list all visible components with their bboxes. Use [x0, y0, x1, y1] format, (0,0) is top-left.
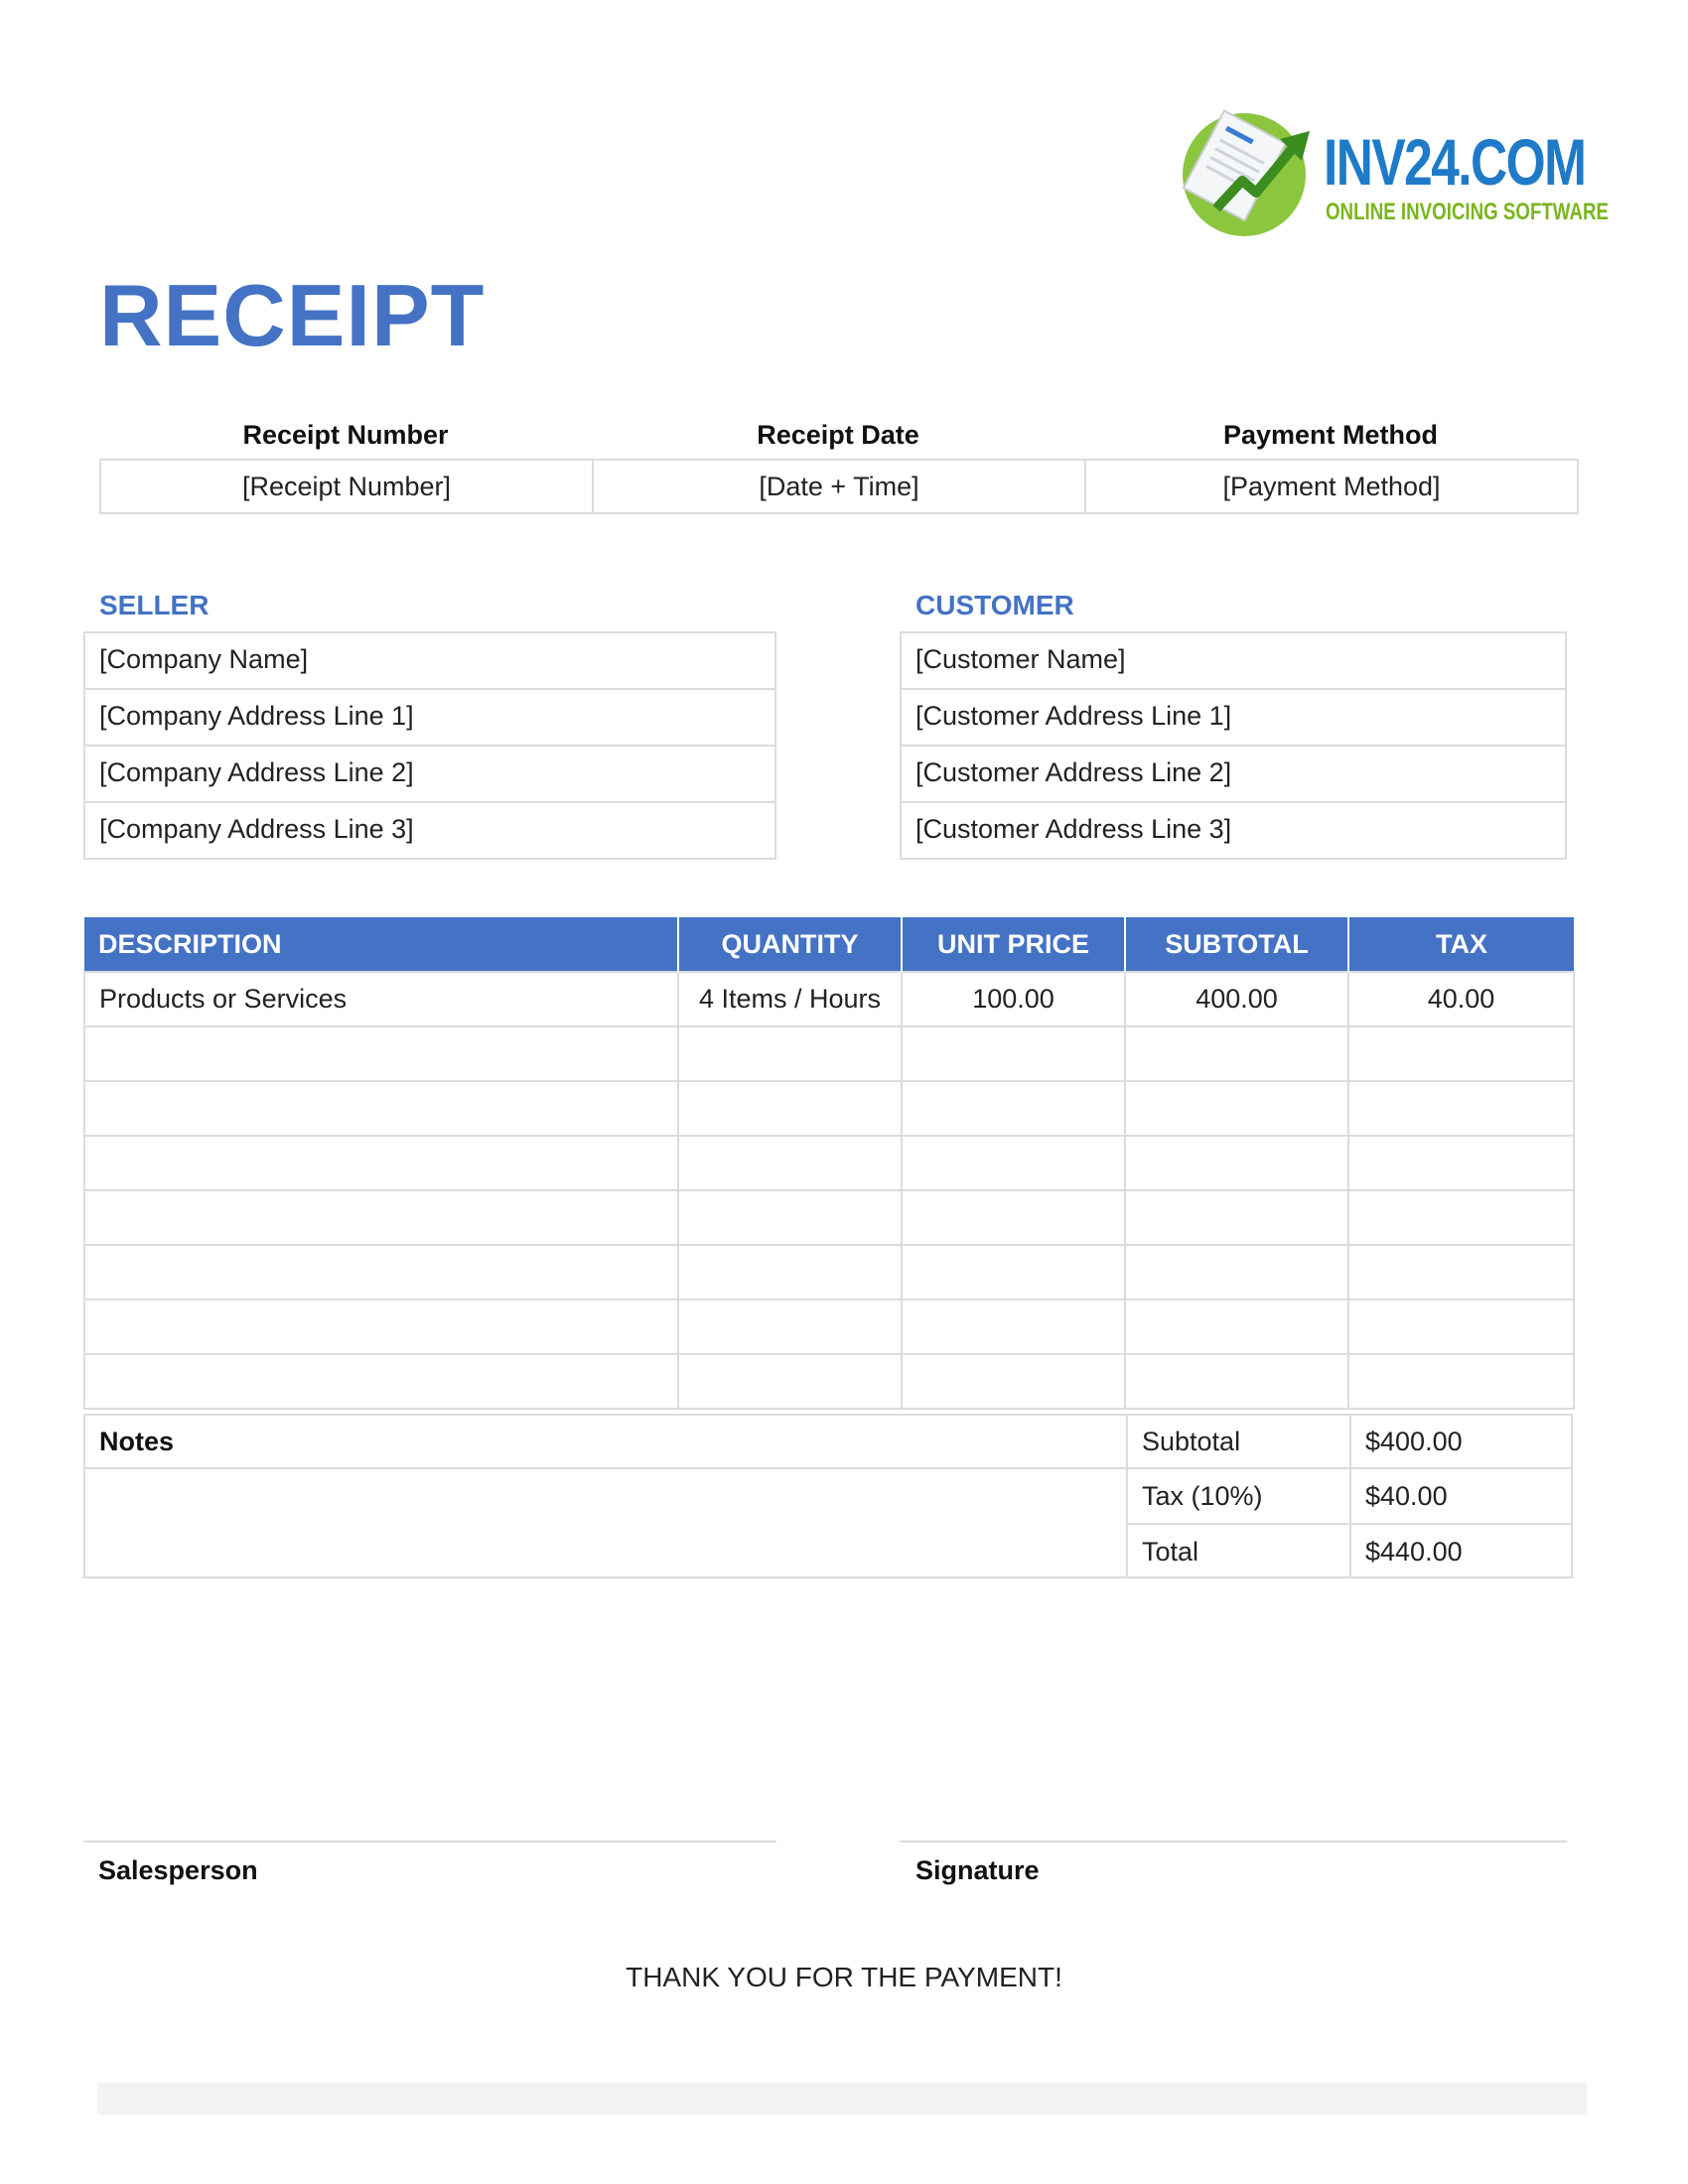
item-tax[interactable]: 40.00	[1348, 972, 1574, 1026]
salesperson-label: Salesperson	[98, 1855, 258, 1885]
customer-name[interactable]: [Customer Name]	[902, 633, 1565, 690]
company-logo	[1177, 109, 1609, 243]
notes-field[interactable]	[85, 1469, 1126, 1576]
receipt-date-header: Receipt Date	[757, 420, 919, 450]
table-row	[84, 1081, 1574, 1136]
thank-you-message: THANK YOU FOR THE PAYMENT!	[626, 1962, 1062, 1992]
seller-box	[83, 631, 776, 860]
customer-box	[900, 631, 1567, 860]
table-row	[84, 1136, 1574, 1190]
seller-label: SELLER	[99, 590, 210, 620]
empty-cell[interactable]	[678, 1081, 902, 1136]
empty-cell[interactable]	[1125, 1245, 1348, 1299]
column-header-subtotal: SUBTOTAL	[1125, 917, 1348, 972]
receipt-date-field[interactable]: [Date + Time]	[592, 459, 1086, 514]
column-header-unit-price: UNIT PRICE	[902, 917, 1125, 972]
totals-divider	[1126, 1414, 1128, 1578]
empty-cell[interactable]	[678, 1299, 902, 1354]
empty-cell[interactable]	[1348, 1299, 1574, 1354]
empty-cell[interactable]	[1348, 1136, 1574, 1190]
footer-bar	[97, 2083, 1587, 2115]
notes-label: Notes	[99, 1427, 175, 1456]
customer-address-line-2[interactable]: [Customer Address Line 2]	[902, 747, 1565, 803]
empty-cell[interactable]	[84, 1026, 678, 1081]
empty-cell[interactable]	[84, 1136, 678, 1190]
empty-cell[interactable]	[1125, 1299, 1348, 1354]
total-label: Total	[1142, 1537, 1199, 1567]
empty-cell[interactable]	[902, 1299, 1125, 1354]
customer-address-line-3[interactable]: [Customer Address Line 3]	[915, 814, 1232, 844]
empty-cell[interactable]	[1348, 1354, 1574, 1409]
items-header-row	[84, 917, 1574, 972]
customer-label: CUSTOMER	[915, 590, 1074, 620]
empty-cell[interactable]	[84, 1299, 678, 1354]
empty-cell[interactable]	[84, 1354, 678, 1409]
empty-cell[interactable]	[1125, 1190, 1348, 1245]
tax-value: $40.00	[1365, 1481, 1448, 1511]
empty-cell[interactable]	[84, 1081, 678, 1136]
empty-cell[interactable]	[1125, 1081, 1348, 1136]
empty-cell[interactable]	[902, 1190, 1125, 1245]
receipt-number-field[interactable]: [Receipt Number]	[99, 459, 594, 514]
table-row	[84, 1354, 1574, 1409]
empty-cell[interactable]	[1348, 1026, 1574, 1081]
items-table	[83, 917, 1575, 1410]
subtotal-label: Subtotal	[1142, 1427, 1241, 1456]
signature-label: Signature	[915, 1855, 1040, 1885]
empty-cell[interactable]	[1348, 1081, 1574, 1136]
empty-cell[interactable]	[678, 1026, 902, 1081]
seller-address-line-1[interactable]: [Company Address Line 1]	[85, 690, 774, 747]
empty-cell[interactable]	[902, 1026, 1125, 1081]
table-row	[84, 1026, 1574, 1081]
table-row	[84, 1299, 1574, 1354]
empty-cell[interactable]	[1125, 1026, 1348, 1081]
item-subtotal[interactable]: 400.00	[1125, 972, 1348, 1026]
empty-cell[interactable]	[1348, 1245, 1574, 1299]
empty-cell[interactable]	[902, 1136, 1125, 1190]
empty-cell[interactable]	[678, 1354, 902, 1409]
customer-address-line-1[interactable]: [Customer Address Line 1]	[902, 690, 1565, 747]
empty-cell[interactable]	[1125, 1354, 1348, 1409]
column-header-description: DESCRIPTION	[84, 917, 678, 972]
empty-cell[interactable]	[678, 1245, 902, 1299]
page-title: RECEIPT	[99, 266, 486, 364]
table-row	[84, 1245, 1574, 1299]
empty-cell[interactable]	[902, 1245, 1125, 1299]
payment-method-field[interactable]: [Payment Method]	[1084, 459, 1579, 514]
column-header-quantity: QUANTITY	[678, 917, 902, 972]
empty-cell[interactable]	[1348, 1190, 1574, 1245]
column-header-tax: TAX	[1348, 917, 1574, 972]
logo-name: INV24.COM	[1324, 125, 1586, 199]
table-row	[84, 972, 1574, 1026]
empty-cell[interactable]	[84, 1190, 678, 1245]
seller-address-line-2[interactable]: [Company Address Line 2]	[85, 747, 774, 803]
empty-cell[interactable]	[902, 1081, 1125, 1136]
invoice-chart-icon	[1177, 109, 1316, 243]
subtotal-value: $400.00	[1365, 1427, 1463, 1456]
empty-cell[interactable]	[678, 1190, 902, 1245]
salesperson-line	[83, 1841, 776, 1843]
empty-cell[interactable]	[902, 1354, 1125, 1409]
empty-cell[interactable]	[1125, 1136, 1348, 1190]
receipt-number-header: Receipt Number	[242, 420, 449, 450]
tax-label: Tax (10%)	[1142, 1481, 1263, 1511]
table-row	[84, 1190, 1574, 1245]
totals-divider	[1349, 1414, 1351, 1578]
total-value: $440.00	[1365, 1537, 1463, 1567]
item-quantity[interactable]: 4 Items / Hours	[678, 972, 902, 1026]
item-description[interactable]: Products or Services	[84, 972, 678, 1026]
item-unit-price[interactable]: 100.00	[902, 972, 1125, 1026]
empty-cell[interactable]	[678, 1136, 902, 1190]
seller-address-line-3[interactable]: [Company Address Line 3]	[99, 814, 414, 844]
empty-cell[interactable]	[84, 1245, 678, 1299]
seller-company-name[interactable]: [Company Name]	[85, 633, 774, 690]
payment-method-header: Payment Method	[1222, 420, 1439, 450]
signature-line	[900, 1841, 1567, 1843]
logo-tagline: ONLINE INVOICING SOFTWARE	[1326, 199, 1609, 225]
